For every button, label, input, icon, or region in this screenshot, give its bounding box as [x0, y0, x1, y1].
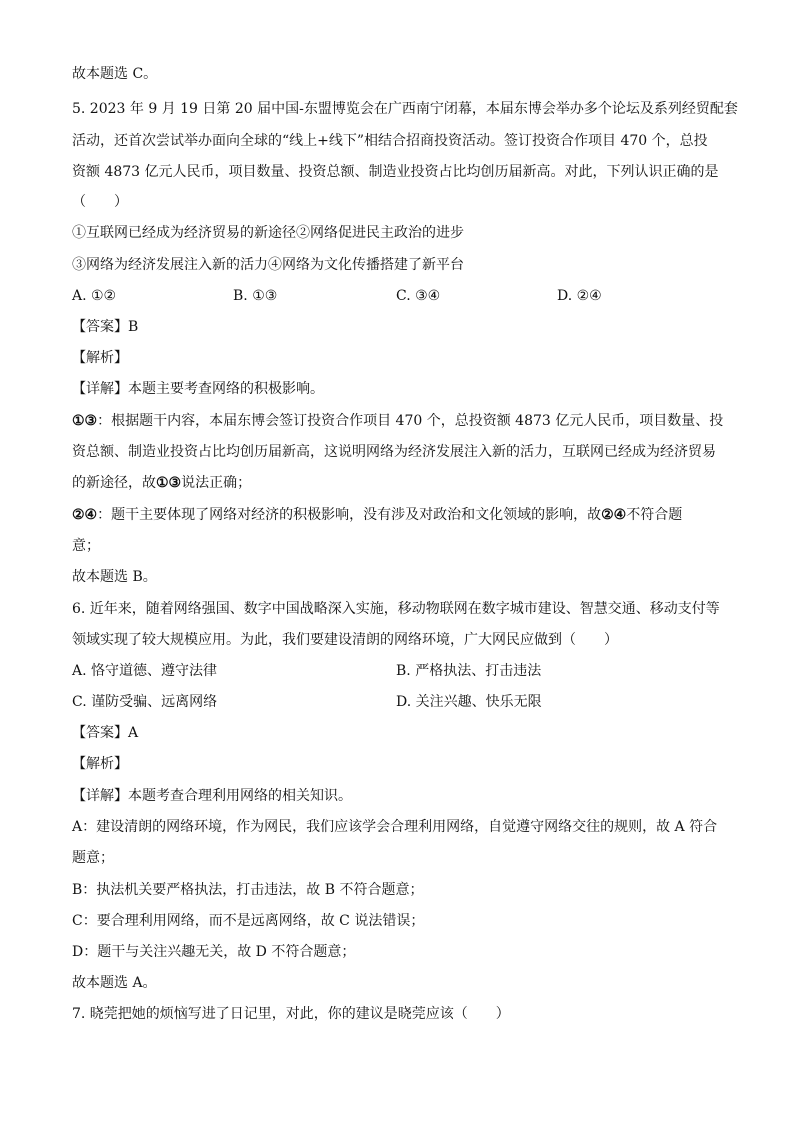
statement-tag: ②④ — [601, 507, 627, 523]
question-5-option-d: D. ②④ — [557, 288, 602, 304]
question-5-stem-line3: 资额 4873 亿元人民币，项目数量、投资总额、制造业投资占比均创历届新高。对此，下列认识正确的是 — [72, 164, 719, 180]
question-5-stem-line2: 活动，还首次尝试举办面向全球的“线上+线下”相结合招商投资活动。签订投资合作项目 470 个，总投 — [72, 133, 708, 149]
question-5-explanation-5: 意； — [72, 538, 100, 554]
question-5-option-a: A. ①② — [72, 288, 117, 304]
question-5-analysis-heading: 【解析】 — [72, 350, 128, 366]
question-6-detail-heading: 【详解】本题考查合理利用网络的相关知识。 — [72, 788, 352, 804]
question-5-stem-line1: 5. 2023 年 9 月 19 日第 20 届中国-东盟博览会在广西南宁闭幕，本届东博会举办多个论坛及系列经贸配套 — [72, 101, 738, 117]
question-7-stem: 7. 晓莞把她的烦恼写进了日记里，对此，你的建议是晓莞应该（ ） — [72, 1006, 510, 1022]
question-5-option-b: B. ①③ — [233, 288, 278, 304]
question-6-explanation-a1: A：建设清朗的网络环境，作为网民，我们应该学会合理利用网络，自觉遵守网络交往的规则，故 A 符合 — [72, 819, 718, 835]
question-5-explanation-4 — [72, 505, 682, 525]
question-5-conclusion: 故本题选 B。 — [72, 569, 157, 585]
explanation-text: ：题干主要体现了网络对经济的积极影响，没有涉及对政治和文化领域的影响，故 — [97, 507, 602, 523]
question-5-statements-1: ①互联网已经成为经济贸易的新途径②网络促进民主政治的进步 — [72, 225, 464, 241]
statement-tag: ①③ — [72, 413, 98, 429]
question-6-option-d: D. 关注兴趣、快乐无限 — [396, 694, 542, 710]
question-5-option-c: C. ③④ — [396, 288, 441, 304]
question-5-statements-2: ③网络为经济发展注入新的活力④网络为文化传播搭建了新平台 — [72, 257, 464, 273]
explanation-text: 不符合题 — [626, 507, 683, 523]
question-6-option-c: C. 谨防受骗、远离网络 — [72, 694, 218, 710]
question-6-option-a: A. 恪守道德、遵守法律 — [72, 663, 218, 679]
question-5-blank: （ ） — [72, 194, 128, 210]
explanation-text: ：根据题干内容，本届东博会签订投资合作项目 470 个，总投资额 4873 亿元人民币，项目数量、投 — [97, 413, 724, 429]
question-5-answer: 【答案】B — [72, 319, 139, 335]
question-6-conclusion: 故本题选 A。 — [72, 975, 157, 991]
question-5-explanation-3 — [72, 473, 251, 493]
question-6-analysis-heading: 【解析】 — [72, 756, 128, 772]
question-6-stem-line1: 6. 近年来，随着网络强国、数字中国战略深入实施，移动物联网在数字城市建设、智慧交通、移动支付等 — [72, 601, 720, 617]
question-6-explanation-c: C：要合理利用网络，而不是远离网络，故 C 说法错误； — [72, 913, 425, 929]
question-5-detail-heading: 【详解】本题主要考查网络的积极影响。 — [72, 381, 324, 397]
question-5-explanation-2: 资总额、制造业投资占比均创历届新高，这说明网络为经济发展注入新的活力，互联网已经成为经济贸易 — [72, 444, 716, 460]
question-6-answer: 【答案】A — [72, 725, 139, 741]
question-6-explanation-d: D：题干与关注兴趣无关，故 D 不符合题意； — [72, 944, 356, 960]
answer-line-q4: 故本题选 C。 — [72, 66, 158, 82]
statement-tag: ②④ — [72, 507, 98, 523]
statement-tag: ①③ — [156, 475, 182, 491]
explanation-text: 说法正确； — [181, 475, 252, 491]
question-6-explanation-a2: 题意； — [72, 850, 114, 866]
question-6-explanation-b: B：执法机关要严格执法，打击违法，故 B 不符合题意； — [72, 882, 424, 898]
question-6-option-b: B. 严格执法、打击违法 — [396, 663, 542, 679]
question-6-stem-line2: 领域实现了较大规模应用。为此，我们要建设清朗的网络环境，广大网民应做到（ ） — [72, 632, 618, 648]
question-5-explanation-1 — [72, 411, 723, 431]
explanation-text: 的新途径，故 — [72, 475, 156, 491]
